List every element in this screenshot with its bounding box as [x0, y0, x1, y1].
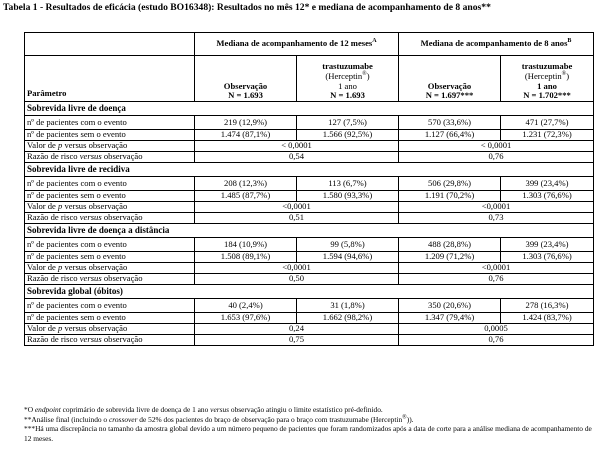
table-row	[25, 130, 594, 141]
cell-value: 1.303 (76,6%)	[501, 191, 594, 202]
hazard-ratio-8-years: 0,76	[399, 335, 594, 346]
cell-value: 1.508 (89,1%)	[195, 252, 297, 263]
pvalue-12-months: <0,0001	[195, 263, 399, 274]
hazard-ratio-label: Razão de risco versus observação	[25, 274, 195, 285]
hazard-ratio-row	[25, 274, 594, 285]
row-label: nº de pacientes sem o evento	[25, 130, 195, 141]
cell-value: 1.191 (70,2%)	[399, 191, 501, 202]
table-row	[25, 177, 594, 191]
section-header-row	[25, 163, 594, 177]
section-title: Sobrevida livre de doença	[25, 102, 594, 116]
cell-value: 99 (5,8%)	[297, 238, 399, 252]
efficacy-results-table	[24, 32, 594, 346]
table-title: Tabela 1 - Resultados de eficácia (estudo BO16348): Resultados no mês 12* e mediana de acompanhamento de 8 anos**	[3, 2, 491, 13]
section-header-row	[25, 285, 594, 299]
row-label: nº de pacientes com o evento	[25, 177, 195, 191]
cell-value: 1.485 (87,7%)	[195, 191, 297, 202]
cell-value: 40 (2,4%)	[195, 299, 297, 313]
pvalue-12-months: < 0,0001	[195, 141, 399, 152]
row-label: nº de pacientes com o evento	[25, 299, 195, 313]
table-row	[25, 252, 594, 263]
hazard-ratio-label: Razão de risco versus observação	[25, 152, 195, 163]
cell-value: 127 (7,5%)	[297, 116, 399, 130]
hazard-ratio-12-months: 0,50	[195, 274, 399, 285]
header-trastuzumabe-8y: trastuzumabe (Herceptin®) 1 ano N = 1.702***	[501, 56, 594, 102]
hazard-ratio-row	[25, 152, 594, 163]
pvalue-label: Valor de p versus observação	[25, 141, 195, 152]
footnote-2: **Análise final (incluindo o crossover de 52% dos pacientes do braço de observação para o braço com trastuzumabe (Herceptin®)).	[24, 414, 414, 424]
cell-value: 184 (10,9%)	[195, 238, 297, 252]
header-parametro: Parâmetro	[25, 56, 195, 102]
section-title: Sobrevida livre de recidiva	[25, 163, 594, 177]
hazard-ratio-8-years: 0,73	[399, 213, 594, 224]
section-title: Sobrevida livre de doença a distância	[25, 224, 594, 238]
header-observacao-8y: Observação N = 1.697***	[399, 56, 501, 102]
hazard-ratio-row	[25, 335, 594, 346]
pvalue-8-years: 0,0005	[399, 324, 594, 335]
cell-value: 1.653 (97,6%)	[195, 313, 297, 324]
cell-value: 1.347 (79,4%)	[399, 313, 501, 324]
hazard-ratio-row	[25, 213, 594, 224]
cell-value: 1.594 (94,6%)	[297, 252, 399, 263]
pvalue-8-years: < 0,0001	[399, 141, 594, 152]
header-observacao-12m: Observação N = 1.693	[195, 56, 297, 102]
cell-value: 350 (20,6%)	[399, 299, 501, 313]
cell-value: 471 (27,7%)	[501, 116, 594, 130]
hazard-ratio-12-months: 0,75	[195, 335, 399, 346]
section-header-row	[25, 224, 594, 238]
pvalue-12-months: 0,24	[195, 324, 399, 335]
pvalue-row	[25, 202, 594, 213]
header-group-12-months: Mediana de acompanhamento de 12 meses$^A$	[195, 33, 399, 56]
cell-value: 1.127 (66,4%)	[399, 130, 501, 141]
cell-value: 208 (12,3%)	[195, 177, 297, 191]
hazard-ratio-12-months: 0,51	[195, 213, 399, 224]
hazard-ratio-8-years: 0,76	[399, 274, 594, 285]
pvalue-8-years: <0,0001	[399, 263, 594, 274]
cell-value: 1.424 (83,7%)	[501, 313, 594, 324]
row-label: nº de pacientes sem o evento	[25, 191, 195, 202]
footnote-1: *O endpoint coprimário de sobrevida livre de doença de 1 ano versus observação atingiu o limite estatístico pré-definido.	[24, 405, 383, 414]
section-title: Sobrevida global (óbitos)	[25, 285, 594, 299]
cell-value: 399 (23,4%)	[501, 177, 594, 191]
cell-value: 219 (12,9%)	[195, 116, 297, 130]
hazard-ratio-label: Razão de risco versus observação	[25, 335, 195, 346]
table-row	[25, 238, 594, 252]
cell-value: 1.580 (93,3%)	[297, 191, 399, 202]
header-trastuzumabe-12m: trastuzumabe (Herceptin®) 1 ano N = 1.693	[297, 56, 399, 102]
table-row	[25, 299, 594, 313]
cell-value: 1.474 (87,1%)	[195, 130, 297, 141]
cell-value: 1.209 (71,2%)	[399, 252, 501, 263]
pvalue-row	[25, 324, 594, 335]
pvalue-label: Valor de p versus observação	[25, 202, 195, 213]
cell-value: 506 (29,8%)	[399, 177, 501, 191]
table-row	[25, 313, 594, 324]
row-label: nº de pacientes sem o evento	[25, 252, 195, 263]
cell-value: 113 (6,7%)	[297, 177, 399, 191]
pvalue-row	[25, 141, 594, 152]
cell-value: 1.662 (98,2%)	[297, 313, 399, 324]
cell-value: 570 (33,6%)	[399, 116, 501, 130]
cell-value: 278 (16,3%)	[501, 299, 594, 313]
table-row	[25, 116, 594, 130]
footnotes	[24, 405, 593, 443]
cell-value: 488 (28,8%)	[399, 238, 501, 252]
hazard-ratio-12-months: 0,54	[195, 152, 399, 163]
pvalue-row	[25, 263, 594, 274]
pvalue-8-years: <0,0001	[399, 202, 594, 213]
header-blank-cell	[25, 33, 195, 56]
header-group-8-years: Mediana de acompanhamento de 8 anos$^B$	[399, 33, 594, 56]
hazard-ratio-label: Razão de risco versus observação	[25, 213, 195, 224]
row-label: nº de pacientes com o evento	[25, 116, 195, 130]
cell-value: 399 (23,4%)	[501, 238, 594, 252]
cell-value: 1.303 (76,6%)	[501, 252, 594, 263]
cell-value: 1.231 (72,3%)	[501, 130, 594, 141]
footnote-3: ***Há uma discrepância no tamanho da amostra global devido a um número pequeno de pacientes que foram randomizados após a data de corte para a análise mediana de acompanhamento de 12 meses.	[24, 424, 592, 443]
pvalue-12-months: <0,0001	[195, 202, 399, 213]
row-label: nº de pacientes sem o evento	[25, 313, 195, 324]
pvalue-label: Valor de p versus observação	[25, 263, 195, 274]
table-row	[25, 191, 594, 202]
pvalue-label: Valor de p versus observação	[25, 324, 195, 335]
hazard-ratio-8-years: 0,76	[399, 152, 594, 163]
cell-value: 31 (1,8%)	[297, 299, 399, 313]
cell-value: 1.566 (92,5%)	[297, 130, 399, 141]
row-label: nº de pacientes com o evento	[25, 238, 195, 252]
section-header-row	[25, 102, 594, 116]
